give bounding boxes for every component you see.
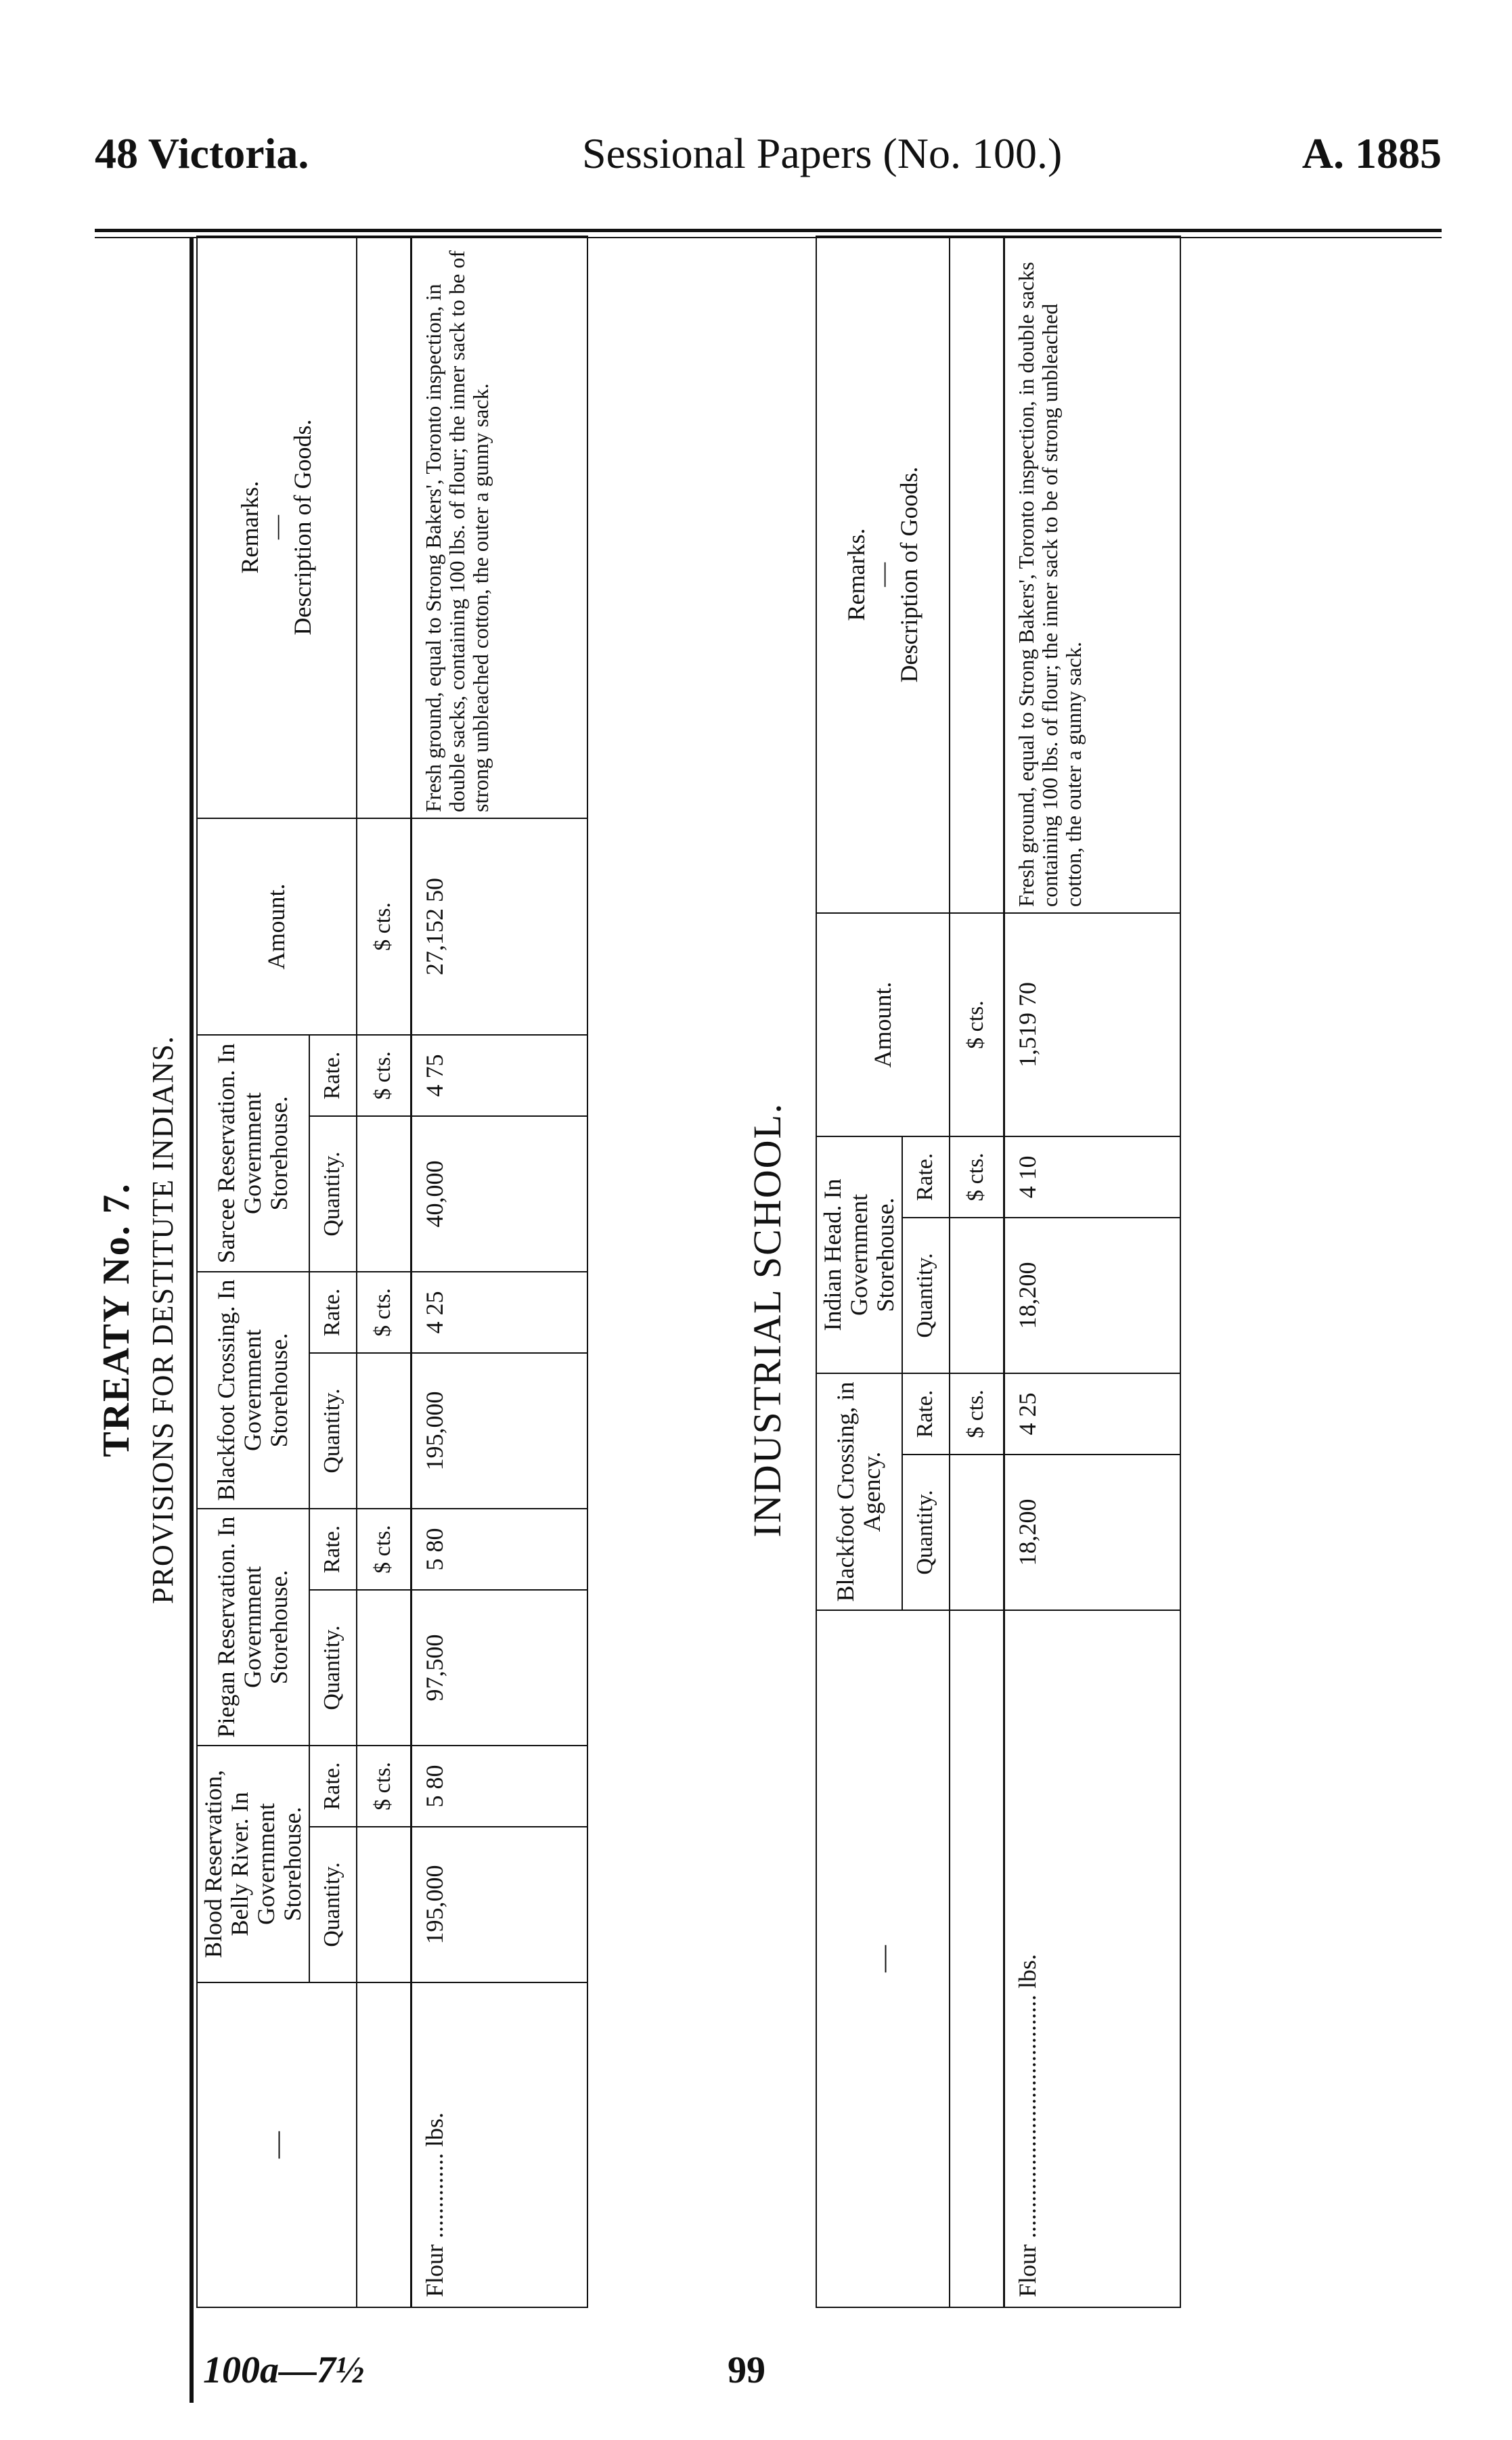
school-units-row: [950, 236, 1004, 2307]
unit-label: $ cts.: [950, 1373, 1004, 1455]
header-publication: Sessional Papers (No. 100.): [582, 129, 1063, 177]
school-rate-label: Rate.: [902, 1136, 950, 1218]
treaty-col-blood: Blood Reservation, Belly River. In Government Storehouse.: [197, 1746, 309, 1982]
unit-label: $ cts.: [950, 1136, 1004, 1218]
treaty-rate-label: Rate.: [309, 1035, 357, 1116]
cell-rate: 4 25: [411, 1272, 587, 1353]
treaty-remarks-dash: —: [263, 514, 290, 539]
treaty-title: TREATY No. 7.: [95, 1182, 137, 1457]
page-number: 99: [728, 2349, 765, 2391]
school-remarks-label: Remarks.: [843, 528, 870, 621]
school-qty-label: Quantity.: [902, 1455, 950, 1610]
header-year: A. 1885: [1302, 129, 1442, 177]
treaty-qty-label: Quantity.: [309, 1590, 357, 1746]
treaty-subtitle: PROVISIONS FOR DESTITUTE INDIANS.: [146, 1036, 179, 1604]
treaty-description-label: Description of Goods.: [289, 419, 317, 636]
cell-quantity: 40,000: [411, 1116, 587, 1272]
treaty-amount-header: Amount.: [197, 818, 357, 1035]
table-row: [1004, 236, 1180, 2307]
cell-amount: 27,152 50: [411, 818, 587, 1035]
row-item-label: Flour .............. lbs.: [411, 1982, 587, 2307]
treaty-rate-label: Rate.: [309, 1509, 357, 1590]
school-qty-label: Quantity.: [902, 1218, 950, 1373]
unit-label: $ cts.: [357, 1509, 412, 1590]
cell-quantity: 18,200: [1004, 1455, 1180, 1610]
school-col-blackfoot: Blackfoot Crossing, in Agency.: [816, 1373, 902, 1610]
treaty-units-row: [357, 236, 412, 2307]
treaty-col-sarcee: Sarcee Reservation. In Government Storehouse.: [197, 1035, 309, 1272]
school-stub-header: —: [816, 1610, 950, 2307]
treaty-qty-label: Quantity.: [309, 1827, 357, 1982]
school-col-indian-head: Indian Head. In Government Storehouse.: [816, 1136, 902, 1373]
school-remarks-header: [816, 236, 950, 913]
school-amount-header: Amount.: [816, 913, 950, 1136]
treaty-col-piegan: Piegan Reservation. In Government Storehouse.: [197, 1509, 309, 1746]
treaty-qty-label: Quantity.: [309, 1353, 357, 1509]
unit-label: $ cts.: [357, 1272, 412, 1353]
treaty-remarks-label: Remarks.: [236, 481, 264, 574]
unit-label: $ cts.: [357, 1035, 412, 1116]
cell-quantity: 195,000: [411, 1827, 587, 1982]
treaty-stub-header: —: [197, 1982, 357, 2307]
treaty-col-blackfoot: Blackfoot Crossing. In Government Storehouse.: [197, 1272, 309, 1509]
cell-remarks: Fresh ground, equal to Strong Bakers', Toronto inspection, in double sacks containing 100 lbs. of flour; the inner sack to be of strong unbleached cotton, the outer a gunny sack.: [1004, 236, 1180, 913]
cell-rate: 4 25: [1004, 1373, 1180, 1455]
unit-label: $ cts.: [357, 1746, 412, 1827]
row-item-label: Flour ........................................ lbs.: [1004, 1610, 1180, 2307]
cell-amount: 1,519 70: [1004, 913, 1180, 1136]
treaty-rate-label: Rate.: [309, 1272, 357, 1353]
header-rule: [95, 229, 1442, 232]
treaty-remarks-header: [197, 236, 357, 818]
school-rate-label: Rate.: [902, 1373, 950, 1455]
school-header-row: [816, 236, 902, 2307]
school-provisions-table: [816, 236, 1181, 2308]
unit-label: $ cts.: [357, 818, 412, 1035]
treaty-qty-label: Quantity.: [309, 1116, 357, 1272]
treaty-rate-label: Rate.: [309, 1746, 357, 1827]
cell-quantity: 18,200: [1004, 1218, 1180, 1373]
cell-quantity: 195,000: [411, 1353, 587, 1509]
cell-rate: 5 80: [411, 1746, 587, 1827]
cell-remarks: Fresh ground, equal to Strong Bakers', Toronto inspection, in double sacks, containing 100 lbs. of flour; the inner sack to be of strong unbleached cotton, the outer a gunny sack.: [411, 236, 587, 818]
unit-label: $ cts.: [950, 913, 1004, 1136]
treaty-header-row: [197, 236, 309, 2307]
school-remarks-dash: —: [868, 562, 896, 587]
cell-rate: 5 80: [411, 1509, 587, 1590]
footer-signature: 100a—7½: [203, 2349, 364, 2391]
rotated-page-content: [0, 237, 1354, 2403]
header-session: 48 Victoria.: [95, 129, 309, 177]
cell-quantity: 97,500: [411, 1590, 587, 1746]
cell-rate: 4 75: [411, 1035, 587, 1116]
school-title: INDUSTRIAL SCHOOL.: [745, 1102, 789, 1538]
cell-rate: 4 10: [1004, 1136, 1180, 1218]
table-row: [411, 236, 587, 2307]
school-description-label: Description of Goods.: [895, 466, 922, 683]
margin-rule-left: [190, 237, 194, 2403]
treaty-provisions-table: [196, 236, 588, 2308]
page-header: [95, 129, 1442, 196]
